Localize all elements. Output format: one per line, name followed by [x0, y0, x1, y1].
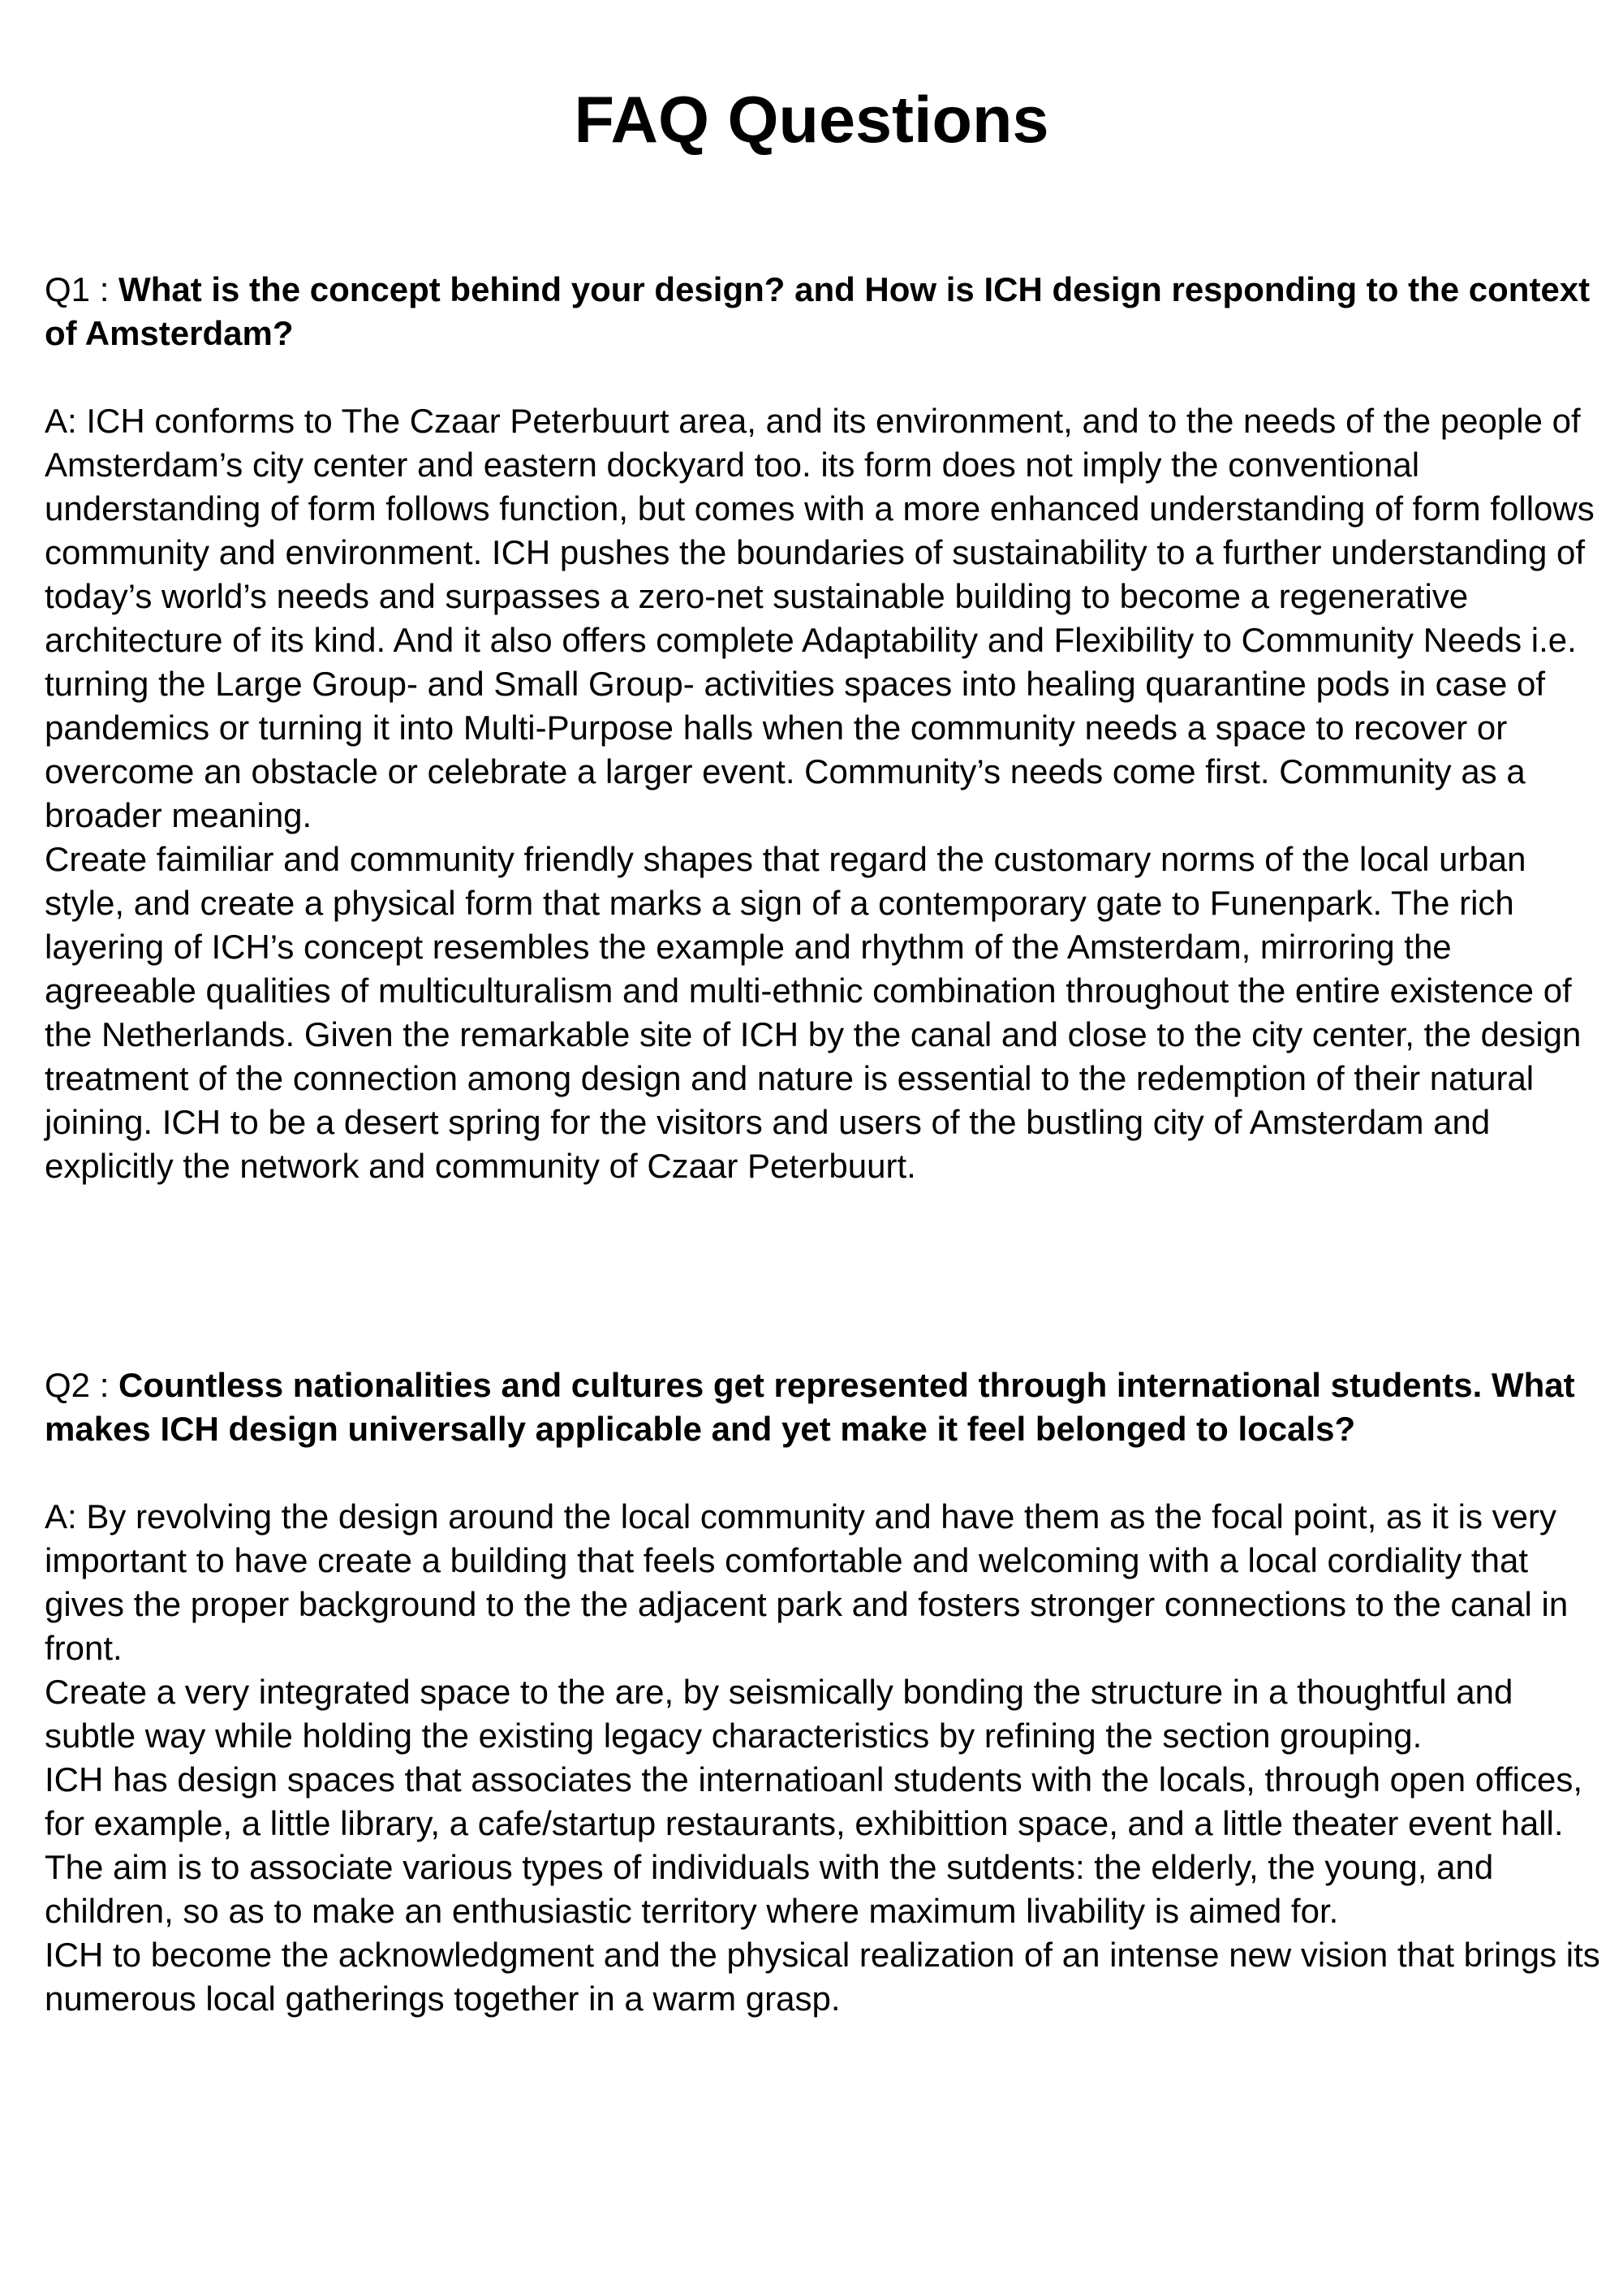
- answer-paragraph: A: ICH conforms to The Czaar Peterbuurt area, and its environment, and to the needs of the people of Amsterdam’s city center and eastern dockyard too. its form does not imply the conventional understanding of form follows function, but comes with a more enhanced understanding of form follows community and environment. ICH pushes the boundaries of sustainability to a further understanding of today’s world’s needs and surpasses a zero-net sustainable building to become a regenerative architecture of its kind. And it also offers complete Adaptability and Flexibility to Community Needs i.e. turning the Large Group- and Small Group- activities spaces into healing quarantine pods in case of pandemics or turning it into Multi-Purpose halls when the community needs a space to recover or overcome an obstacle or celebrate a larger event. Community’s needs come first. Community as a broader meaning.: [45, 402, 1595, 834]
- page-title: FAQ Questions: [574, 84, 1049, 157]
- answer-paragraph: ICH has design spaces that associates the internatioanl students with the locals, through open offices, for example, a little library, a cafe/startup restaurants, exhibittion space, and a little theater event hall. The aim is to associate various types of individuals with the sutdents: the elderly, the young, and children, so as to make an enthusiastic territory where maximum livability is aimed for.: [45, 1760, 1583, 1930]
- answer-paragraph: A: By revolving the design around the local community and have them as the focal point, as it is very important to have create a building that feels comfortable and welcoming with a local cordiality that gives the proper background to the the adjacent park and fosters stronger connections to the canal in front.: [45, 1497, 1569, 1667]
- answer-paragraph: Create faimiliar and community friendly shapes that regard the customary norms of the local urban style, and create a physical form that marks a sign of a contemporary gate to Funenpark. The rich layering of ICH’s concept resembles the example and rhythm of the Amsterdam, mirroring the agreeable qualities of multiculturalism and multi-ethnic combination throughout the entire existence of the Netherlands. Given the remarkable site of ICH by the canal and close to the city center, the design treatment of the connection among design and nature is essential to the redemption of their natural joining. ICH to be a desert spring for the visitors and users of the bustling city of Amsterdam and explicitly the network and community of Czaar Peterbuurt.: [45, 840, 1582, 1185]
- faq-item-q2: [45, 1363, 1603, 2021]
- question-label: Q2 :: [45, 1366, 119, 1404]
- faq-answer: [45, 399, 1603, 1188]
- faq-question: [45, 1363, 1603, 1451]
- faq-item-q1: [45, 268, 1603, 1188]
- answer-paragraph: Create a very integrated space to the are, by seismically bonding the structure in a thoughtful and subtle way while holding the existing legacy characteristics by refining the section grouping.: [45, 1673, 1513, 1755]
- answer-paragraph: ICH to become the acknowledgment and the physical realization of an intense new vision that brings its numerous local gatherings together in a warm grasp.: [45, 1936, 1600, 2018]
- faq-answer: [45, 1495, 1603, 2021]
- question-label: Q1 :: [45, 270, 119, 308]
- faq-question: [45, 268, 1603, 355]
- question-text: What is the concept behind your design? and How is ICH design responding to the context of Amsterdam?: [45, 270, 1591, 352]
- question-text: Countless nationalities and cultures get represented through international students. What makes ICH design universally applicable and yet make it feel belonged to locals?: [45, 1366, 1575, 1448]
